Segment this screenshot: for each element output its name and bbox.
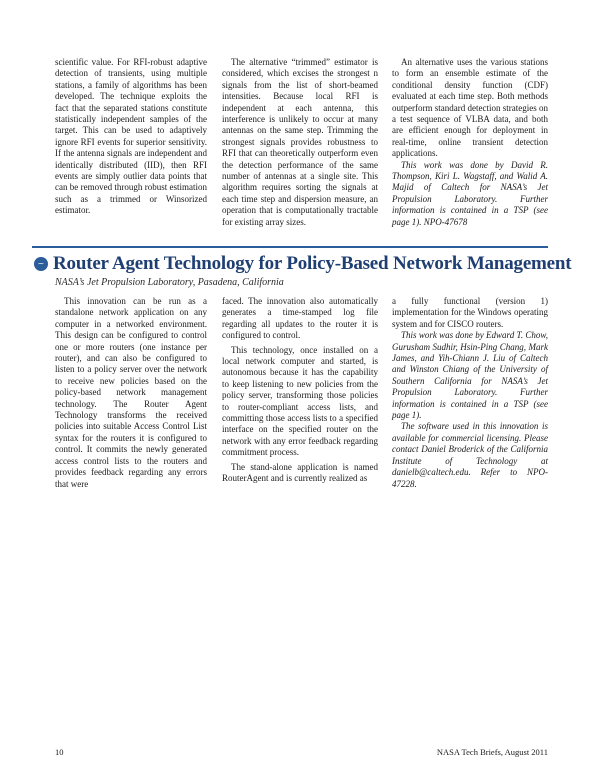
credit-paragraph: This work was done by David R. Thompson, Kiri L. Wagstaff, and Walid A. Majid of Caltech for NASA’s Jet Propulsion Laboratory. Further information is contained in a TSP (see page 1). NPO-47678 xyxy=(392,159,548,227)
article-title: Router Agent Technology for Policy-Based Network Management xyxy=(53,253,572,274)
body-paragraph: An alternative uses the various stations to form an ensemble estimate of the conditional density function (CDF) evaluated at each time step. Both methods outperform standard detection strategies on a test sequence of VLBA data, and both are efficient enough for deployment in real-time, online transient detection applications. xyxy=(392,57,548,159)
body-paragraph: The alternative “trimmed” estimator is considered, which excises the strongest n signals from the list of short-beamed intensities. Because local RFI is independent at each antenna, this interference is unlikely to occur at many antennas on the same step. Trimming the strongest signals provides robustness to RFI that can theoretically outperform even the detection performance of the same number of antennas at a single site. This algorithm requires sorting the signals at each time step and dispersion measure, an operation that is computationally tractable for existing array sizes. xyxy=(222,57,378,227)
article-byline: NASA’s Jet Propulsion Laboratory, Pasadena, California xyxy=(55,277,284,288)
credit-paragraph: The software used in this innovation is available for commercial licensing. Please contact Daniel Broderick of the California Institute of Technology at danielb@caltech.edu. Refer to NPO-47228. xyxy=(392,421,548,489)
body-paragraph: faced. The innovation also automatically generates a time-stamped log file regarding all updates to the router it is configured to control. xyxy=(222,296,378,341)
body-paragraph: This innovation can be run as a standalone network application on any computer in a networked environment. This design can be configured to control one or more routers (one instance per router), and can also be configured to listen to a policy server over the network to receive new policies based on the policy-based network management technology. The Router Agent Technology transforms the received policies into suitable Access Control List syntax for the routers it is configured to control. It commits the newly generated access control lists to the routers and provides feedback regarding any errors that were xyxy=(55,296,207,489)
body-paragraph: This technology, once installed on a local network computer and started, is autonomous because it has the capability to keep listening to new policies from the policy server, transforming those policies to router-compliant access lists, and committing those access lists to a specified interface on the specified router on the network with any error feedback regarding commitment process. xyxy=(222,344,378,458)
article-column-3 xyxy=(392,296,548,490)
section-divider-rule xyxy=(32,246,548,248)
body-paragraph: a fully functional (version 1) implementation for the Windows operating system and for CISCO routers. xyxy=(392,296,548,329)
top-column-1 xyxy=(55,57,207,217)
wave-icon: ~ xyxy=(34,257,48,271)
top-column-3 xyxy=(392,57,548,228)
top-column-2 xyxy=(222,57,378,228)
credit-paragraph: This work was done by Edward T. Chow, Gurusham Sudhir, Hsin-Ping Chang, Mark James, and Yih-Chiann J. Liu of Caltech and Winston Chiang of the University of Southern California for NASA’s Jet Propulsion Laboratory. Further information is contained in a TSP (see page 1). xyxy=(392,330,548,421)
page-number: 10 xyxy=(55,747,64,757)
article-column-2 xyxy=(222,296,378,485)
body-paragraph: The stand-alone application is named RouterAgent and is currently realized as xyxy=(222,461,378,484)
publication-footer: NASA Tech Briefs, August 2011 xyxy=(436,747,548,757)
article-column-1 xyxy=(55,296,207,490)
body-paragraph: scientific value. For RFI-robust adaptive detection of transients, using multiple stations, a family of algorithms has been developed. The technique exploits the fact that the separated stations constitute statistically independent samples of the target. This can be used to adaptively ignore RFI events for superior sensitivity. If the antenna signals are independent and identically distributed (IID), then RFI events are simply outlier data points that can be removed through robust estimation such as a trimmed or Winsorized estimator. xyxy=(55,57,207,216)
